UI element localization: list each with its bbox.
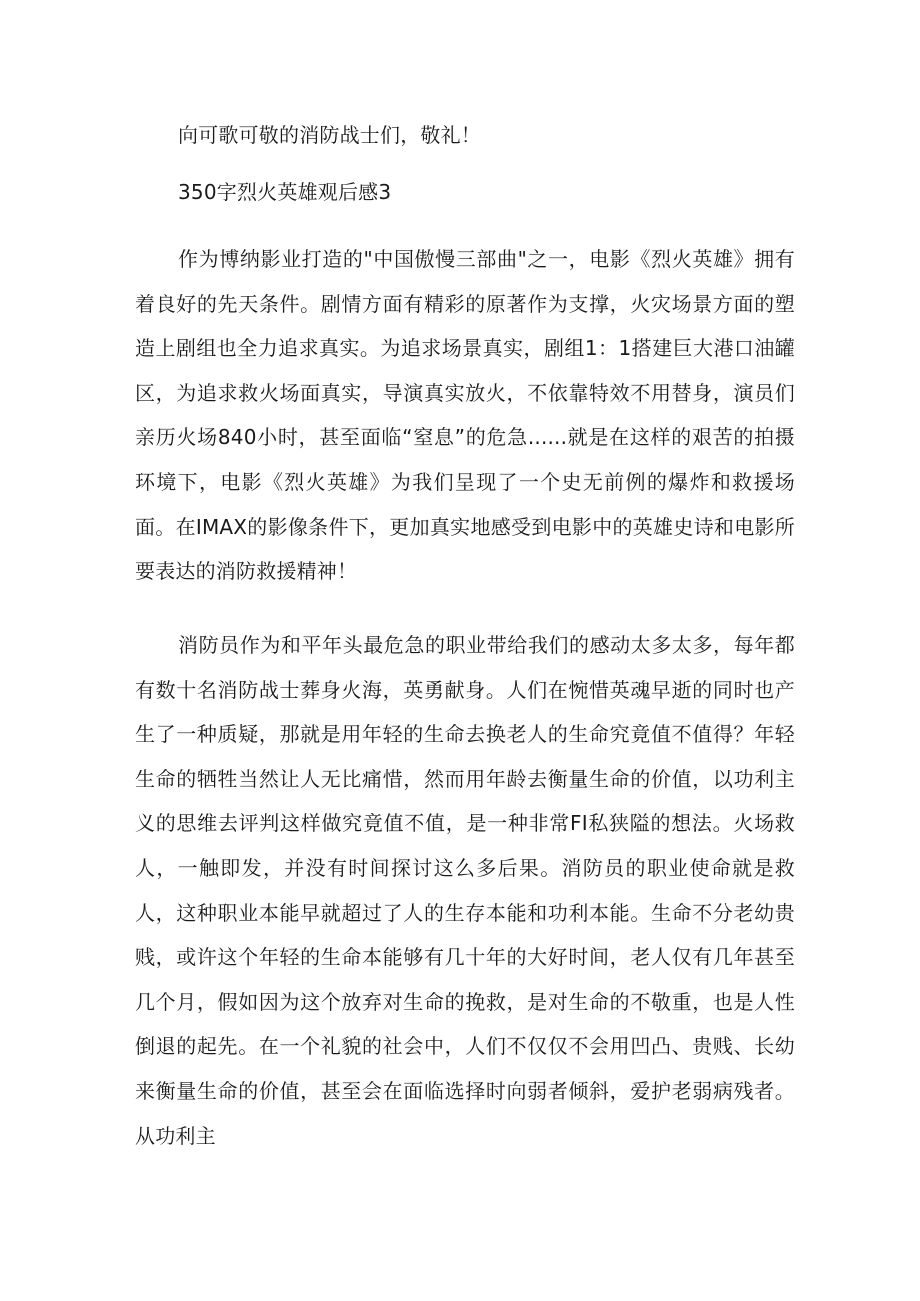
body-paragraph-2: 消防员作为和平年头最危急的职业带给我们的感动太多太多，每年都有数十名消防战士葬身火海，英勇献身。人们在惋惜英魂早逝的同时也产生了一种质疑，那就是用年轻的生命去换老人的生命究竟值不值得？年轻生命的牺牲当然让人无比痛惜，然而用年龄去衡量生命的价值，以功利主义的思维去评判这样做究竟值不值，是一种非常FI私狭隘的想法。火场救人，一触即发，并没有时间探讨这么多后果。消防员的职业使命就是救人，这种职业本能早就超过了人的生存本能和功利本能。生命不分老幼贵贱，或许这个年轻的生命本能够有几十年的大好时间，老人仅有几年甚至几个月，假如因为这个放弃对生命的挽救，是对生命的不敬重，也是人性倒退的起先。在一个礼貌的社会中，人们不仅仅不会用凹凸、贵贱、长幼来衡量生命的价值，甚至会在面临选择时向弱者倾斜，爱护老弱病残者。从功利主: [135, 633, 795, 1148]
body-paragraph-1: 作为博纳影业打造的"中国傲慢三部曲"之一，电影《烈火英雄》拥有着良好的先天条件。剧情方面有精彩的原著作为支撑，火灾场景方面的塑造上剧组也全力追求真实。为追求场景真实，剧组1：1搭建巨大港口油罐区，为追求救火场面真实，导演真实放火，不依靠特效不用替身，演员们亲历火场840小时，甚至面临“窒息”的危急......就是在这样的艰苦的拍摄环境下，电影《烈火英雄》为我们呈现了一个史无前例的爆炸和救援场面。在IMAX的影像条件下，更加真实地感受到电影中的英雄史诗和电影所要表达的消防救援精神！: [135, 247, 795, 584]
closing-line: 向可歌可敬的消防战士们，敬礼！: [178, 123, 481, 147]
essay-subtitle: 350字烈火英雄观后感3: [178, 180, 392, 204]
